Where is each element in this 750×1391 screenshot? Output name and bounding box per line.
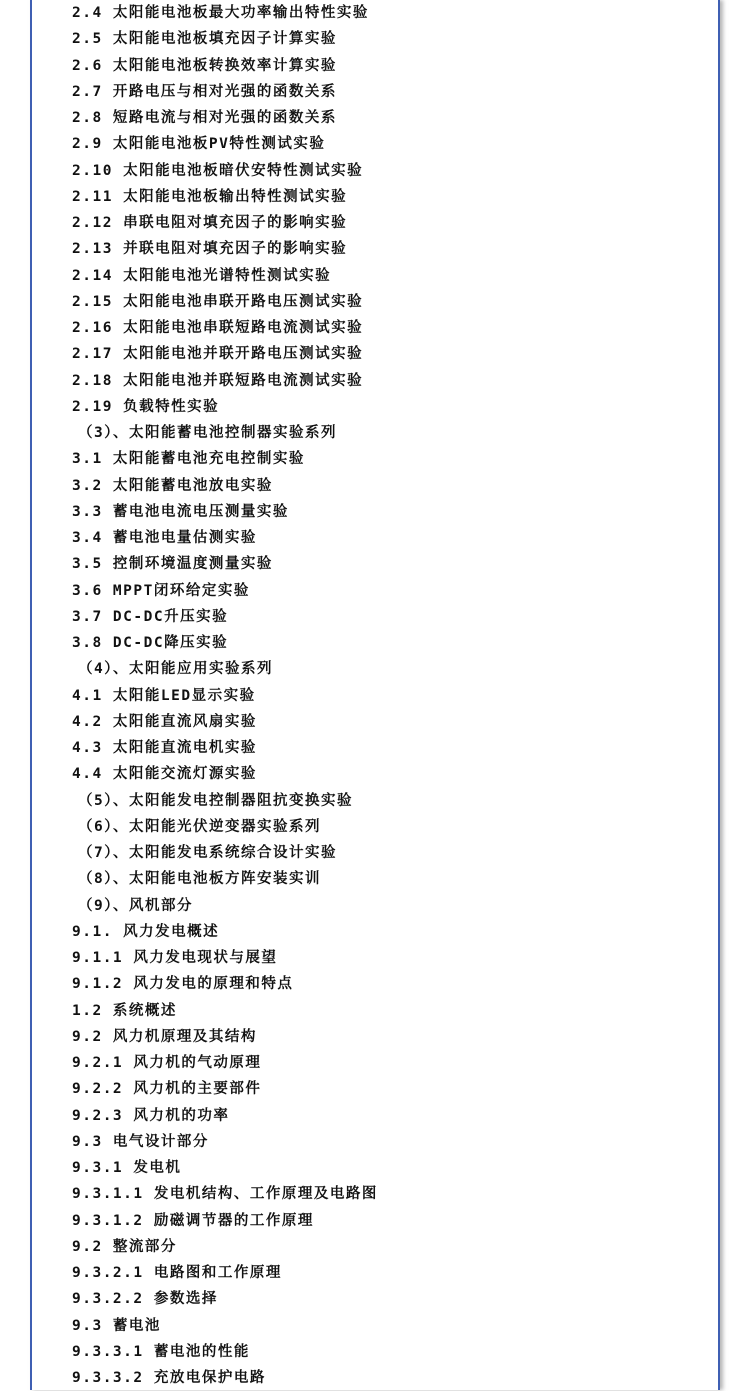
toc-section-heading: （8）、太阳能电池板方阵安装实训 <box>78 871 321 888</box>
toc-entry: 9.3 蓄电池 <box>72 1317 161 1334</box>
toc-section-heading: （9）、风机部分 <box>78 897 193 914</box>
toc-entry: 2.19 负载特性实验 <box>72 398 220 415</box>
toc-section-heading: （5）、太阳能发电控制器阻抗变换实验 <box>78 792 353 809</box>
table-of-contents <box>72 0 378 1391</box>
toc-entry: 4.2 太阳能直流风扇实验 <box>72 713 257 730</box>
toc-entry: 3.8 DC-DC降压实验 <box>72 635 229 651</box>
toc-entry: 2.9 太阳能电池板PV特性测试实验 <box>72 136 326 153</box>
toc-entry: 3.5 控制环境温度测量实验 <box>72 556 273 573</box>
toc-entry: 3.7 DC-DC升压实验 <box>72 608 229 625</box>
toc-entry: 9.3.3.1 蓄电池的性能 <box>72 1343 250 1360</box>
toc-entry: 2.15 太阳能电池串联开路电压测试实验 <box>72 293 364 310</box>
toc-entry: 2.7 开路电压与相对光强的函数关系 <box>72 83 337 100</box>
toc-entry: 2.5 太阳能电池板填充因子计算实验 <box>72 31 337 48</box>
toc-entry: 3.6 MPPT闭环给定实验 <box>72 582 250 599</box>
toc-entry: 2.13 并联电阻对填充因子的影响实验 <box>72 241 348 258</box>
toc-entry: 2.4 太阳能电池板最大功率输出特性实验 <box>72 5 369 21</box>
toc-entry: 9.1.1 风力发电现状与展望 <box>72 950 278 966</box>
toc-entry: 2.18 太阳能电池并联短路电流测试实验 <box>72 372 364 389</box>
toc-entry: 9.3 电气设计部分 <box>72 1133 209 1150</box>
toc-entry: 2.17 太阳能电池并联开路电压测试实验 <box>72 346 364 363</box>
toc-entry: 9.3.1.1 发电机结构、工作原理及电路图 <box>72 1186 378 1203</box>
toc-entry: 3.4 蓄电池电量估测实验 <box>72 530 257 546</box>
toc-entry: 2.6 太阳能电池板转换效率计算实验 <box>72 57 337 74</box>
toc-entry: 2.8 短路电流与相对光强的函数关系 <box>72 110 337 126</box>
toc-entry: 4.3 太阳能直流电机实验 <box>72 740 257 756</box>
toc-entry: 9.2.3 风力机的功率 <box>72 1107 230 1124</box>
toc-entry: 4.4 太阳能交流灯源实验 <box>72 766 257 783</box>
toc-section-heading: （4）、太阳能应用实验系列 <box>78 661 273 678</box>
document-page <box>30 0 720 1390</box>
toc-entry: 2.10 太阳能电池板暗伏安特性测试实验 <box>72 162 364 179</box>
toc-entry: 2.16 太阳能电池串联短路电流测试实验 <box>72 320 364 336</box>
toc-section-heading: （6）、太阳能光伏逆变器实验系列 <box>78 818 321 835</box>
toc-section-heading: （3）、太阳能蓄电池控制器实验系列 <box>78 425 337 441</box>
toc-entry: 9.1. 风力发电概述 <box>72 923 220 940</box>
toc-entry: 9.2.2 风力机的主要部件 <box>72 1081 262 1098</box>
toc-entry: 9.2 整流部分 <box>72 1238 177 1255</box>
toc-entry: 9.2 风力机原理及其结构 <box>72 1028 257 1045</box>
toc-entry: 3.2 太阳能蓄电池放电实验 <box>72 477 273 494</box>
toc-entry: 9.3.2.1 电路图和工作原理 <box>72 1265 282 1281</box>
toc-section-heading: （7）、太阳能发电系统综合设计实验 <box>78 845 337 861</box>
toc-entry: 2.14 太阳能电池光谱特性测试实验 <box>72 267 332 284</box>
toc-entry: 9.3.1.2 励磁调节器的工作原理 <box>72 1212 314 1229</box>
toc-entry: 9.3.1 发电机 <box>72 1160 182 1176</box>
toc-entry: 2.12 串联电阻对填充因子的影响实验 <box>72 215 348 231</box>
toc-entry: 9.3.3.2 充放电保护电路 <box>72 1370 266 1386</box>
toc-entry: 9.3.2.2 参数选择 <box>72 1291 218 1308</box>
toc-entry: 3.3 蓄电池电流电压测量实验 <box>72 503 289 520</box>
toc-entry: 3.1 太阳能蓄电池充电控制实验 <box>72 451 305 468</box>
toc-entry: 2.11 太阳能电池板输出特性测试实验 <box>72 188 348 205</box>
toc-entry: 1.2 系统概述 <box>72 1002 177 1019</box>
toc-entry: 9.1.2 风力发电的原理和特点 <box>72 976 294 993</box>
toc-entry: 4.1 太阳能LED显示实验 <box>72 687 256 704</box>
toc-entry: 9.2.1 风力机的气动原理 <box>72 1055 262 1071</box>
